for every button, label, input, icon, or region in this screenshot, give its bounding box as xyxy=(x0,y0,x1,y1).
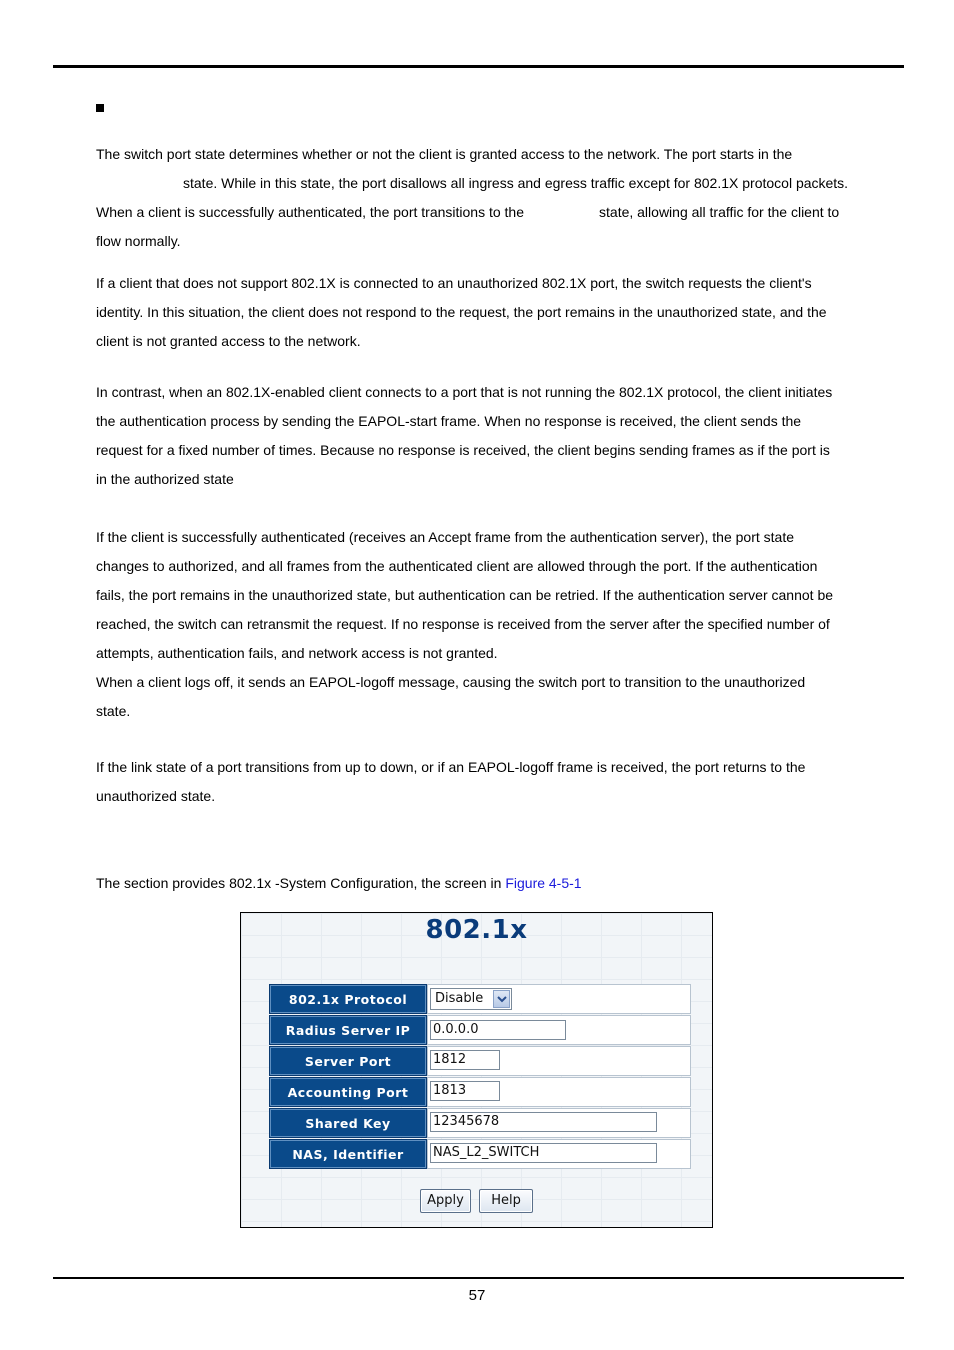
text-line: flow normally. xyxy=(96,233,181,249)
config-row-radius-ip xyxy=(269,1015,691,1046)
shared-key-input[interactable]: 12345678 xyxy=(430,1112,657,1132)
field-label: 802.1x Protocol xyxy=(269,984,427,1014)
text-segment: state, allowing all traffic for the client to xyxy=(599,204,840,220)
config-table xyxy=(269,984,691,1170)
config-row-nas-identifier xyxy=(269,1139,691,1170)
field-label: Radius Server IP xyxy=(269,1015,427,1045)
config-row-shared-key xyxy=(269,1108,691,1139)
paragraph-link-state xyxy=(96,753,866,811)
section-intro-text: The section provides 802.1x -System Configuration, the screen in xyxy=(96,875,506,891)
section-intro xyxy=(96,869,866,898)
text-line: state. xyxy=(96,703,131,719)
field-label: Accounting Port xyxy=(269,1077,427,1107)
text-line xyxy=(96,198,866,227)
config-row-protocol xyxy=(269,984,691,1015)
text-line: fails, the port remains in the unauthorized state, but authentication can be retried. If the authentication server cannot be xyxy=(96,587,834,603)
text-line xyxy=(96,869,866,898)
paragraph-enabled-client xyxy=(96,378,866,494)
text-line: attempts, authentication fails, and network access is not granted. xyxy=(96,645,498,661)
chevron-down-icon[interactable] xyxy=(493,990,510,1008)
field-label: Server Port xyxy=(269,1046,427,1076)
text-line: changes to authorized, and all frames from the authenticated client are allowed through the port. If the authentication xyxy=(96,558,818,574)
paragraph-port-state xyxy=(96,140,866,256)
text-line: unauthorized state. xyxy=(96,788,216,804)
radius-server-ip-input[interactable]: 0.0.0.0 xyxy=(430,1020,566,1040)
bullet-square-icon xyxy=(96,104,104,112)
nas-identifier-input[interactable]: NAS_L2_SWITCH xyxy=(430,1143,657,1163)
apply-button[interactable]: Apply xyxy=(420,1189,471,1213)
header-rule xyxy=(53,65,904,68)
text-line: When a client logs off, it sends an EAPOL-logoff message, causing the switch port to transition to the unauthorized xyxy=(96,674,806,690)
field-label: Shared Key xyxy=(269,1108,427,1138)
text-line: If the link state of a port transitions from up to down, or if an EAPOL-logoff frame is received, the port returns to the xyxy=(96,759,806,775)
text-line: The switch port state determines whether or not the client is granted access to the network. The port starts in the xyxy=(96,146,793,162)
config-row-accounting-port xyxy=(269,1077,691,1108)
accounting-port-input[interactable]: 1813 xyxy=(430,1081,500,1101)
paragraph-authenticated xyxy=(96,523,866,726)
dot1x-config-panel xyxy=(240,912,713,1228)
help-button[interactable]: Help xyxy=(479,1189,533,1213)
protocol-select[interactable] xyxy=(430,988,512,1010)
config-row-server-port xyxy=(269,1046,691,1077)
field-cell xyxy=(427,1015,691,1045)
text-line: in the authorized state xyxy=(96,471,234,487)
figure-link[interactable]: Figure 4-5-1 xyxy=(505,875,582,891)
text-line: If a client that does not support 802.1X is connected to an unauthorized 802.1X port, the switch requests the client's xyxy=(96,275,812,291)
text-line: reached, the switch can retransmit the request. If no response is received from the server after the specified number of xyxy=(96,616,830,632)
text-line: If the client is successfully authenticated (receives an Accept frame from the authentication server), the port state xyxy=(96,529,795,545)
text-line: state. While in this state, the port disallows all ingress and egress traffic except for 802.1X protocol packets. xyxy=(183,175,849,191)
text-segment: When a client is successfully authenticated, the port transitions to the xyxy=(96,204,525,220)
text-line: identity. In this situation, the client does not respond to the request, the port remains in the unauthorized state, and the xyxy=(96,304,827,320)
panel-title: 802.1x xyxy=(425,915,528,945)
button-row xyxy=(241,1189,712,1213)
footer-rule xyxy=(53,1277,904,1279)
field-cell xyxy=(427,1046,691,1076)
field-cell xyxy=(427,1139,691,1169)
text-line: In contrast, when an 802.1X-enabled client connects to a port that is not running the 802.1X protocol, the client initiates xyxy=(96,384,833,400)
text-line: client is not granted access to the network. xyxy=(96,333,361,349)
select-value: Disable xyxy=(435,991,484,1006)
page-number: 57 xyxy=(468,1287,486,1304)
paragraph-unsupported-client xyxy=(96,269,866,356)
server-port-input[interactable]: 1812 xyxy=(430,1050,500,1070)
field-cell xyxy=(427,984,691,1014)
field-label: NAS, Identifier xyxy=(269,1139,427,1169)
text-line: request for a fixed number of times. Because no response is received, the client begins sending frames as if the port is xyxy=(96,442,830,458)
text-line: the authentication process by sending the EAPOL-start frame. When no response is received, the client sends the xyxy=(96,413,802,429)
field-cell xyxy=(427,1077,691,1107)
field-cell xyxy=(427,1108,691,1138)
